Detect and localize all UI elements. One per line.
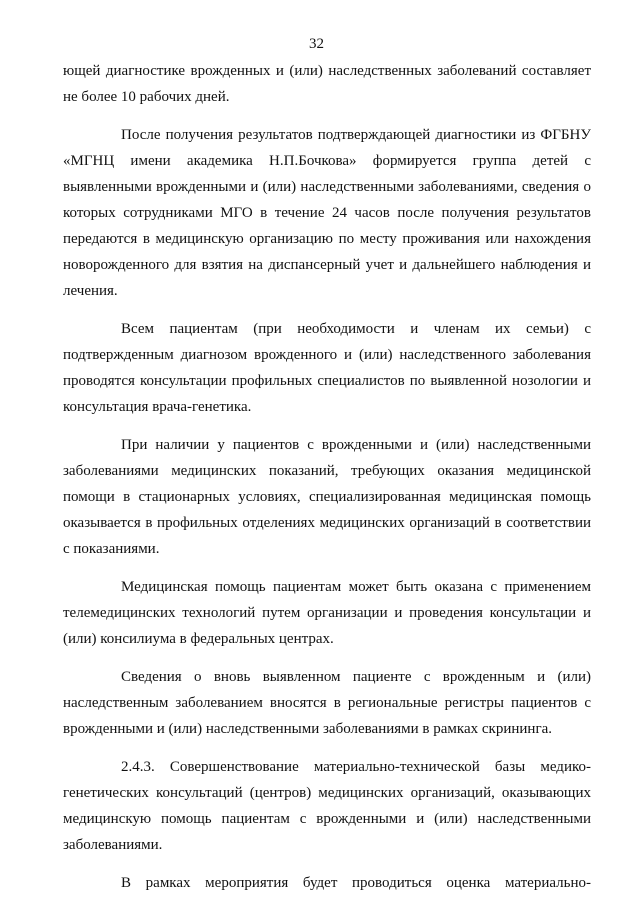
- paragraph-5: Медицинская помощь пациентам может быть оказана с применением телемедицинских технологий путем организации и проведения консультации и (или) консилиума в федеральных центрах.: [63, 579, 591, 647]
- page-number: 32: [309, 36, 324, 52]
- paragraph-4: При наличии у пациентов с врожденными и (или) наследственными заболеваниями медицинских показаний, требующих оказания медицинской помощи в стационарных условиях, специализированная медицинская помощь оказывается в профильных отделениях медицинских организаций в соответствии с показаниями.: [63, 437, 591, 557]
- paragraph-7: 2.4.3. Совершенствование материально-технической базы медико-генетических консультаций (центров) медицинских организаций, оказывающих медицинскую помощь пациентам с врожденными и (или) наследственными заболеваниями.: [63, 759, 591, 853]
- paragraph-6: Сведения о вновь выявленном пациенте с врожденным и (или) наследственным заболеванием вносятся в региональные регистры пациентов с врожденными и (или) наследственными заболеваниями в рамках скрининга.: [63, 669, 591, 737]
- document-body: [63, 58, 591, 896]
- paragraph-1: ющей диагностике врожденных и (или) наследственных заболеваний составляет не более 10 рабочих дней.: [63, 63, 591, 105]
- paragraph-8: В рамках мероприятия будет проводиться оценка материально-: [121, 875, 591, 891]
- paragraph-3: Всем пациентам (при необходимости и членам их семьи) с подтвержденным диагнозом врожденного и (или) наследственного заболевания проводятся консультации профильных специалистов по выявленной нозологии и консультация врача-генетика.: [63, 321, 591, 415]
- paragraph-2: После получения результатов подтверждающей диагностики из ФГБНУ «МГНЦ имени академика Н.П.Бочкова» формируется группа детей с выявленными врожденными и (или) наследственными заболеваниями, сведения о которых сотрудниками МГО в течение 24 часов после получения результатов передаются в медицинскую организацию по месту проживания или нахождения новорожденного для взятия на диспансерный учет и дальнейшего наблюдения и лечения.: [63, 127, 591, 299]
